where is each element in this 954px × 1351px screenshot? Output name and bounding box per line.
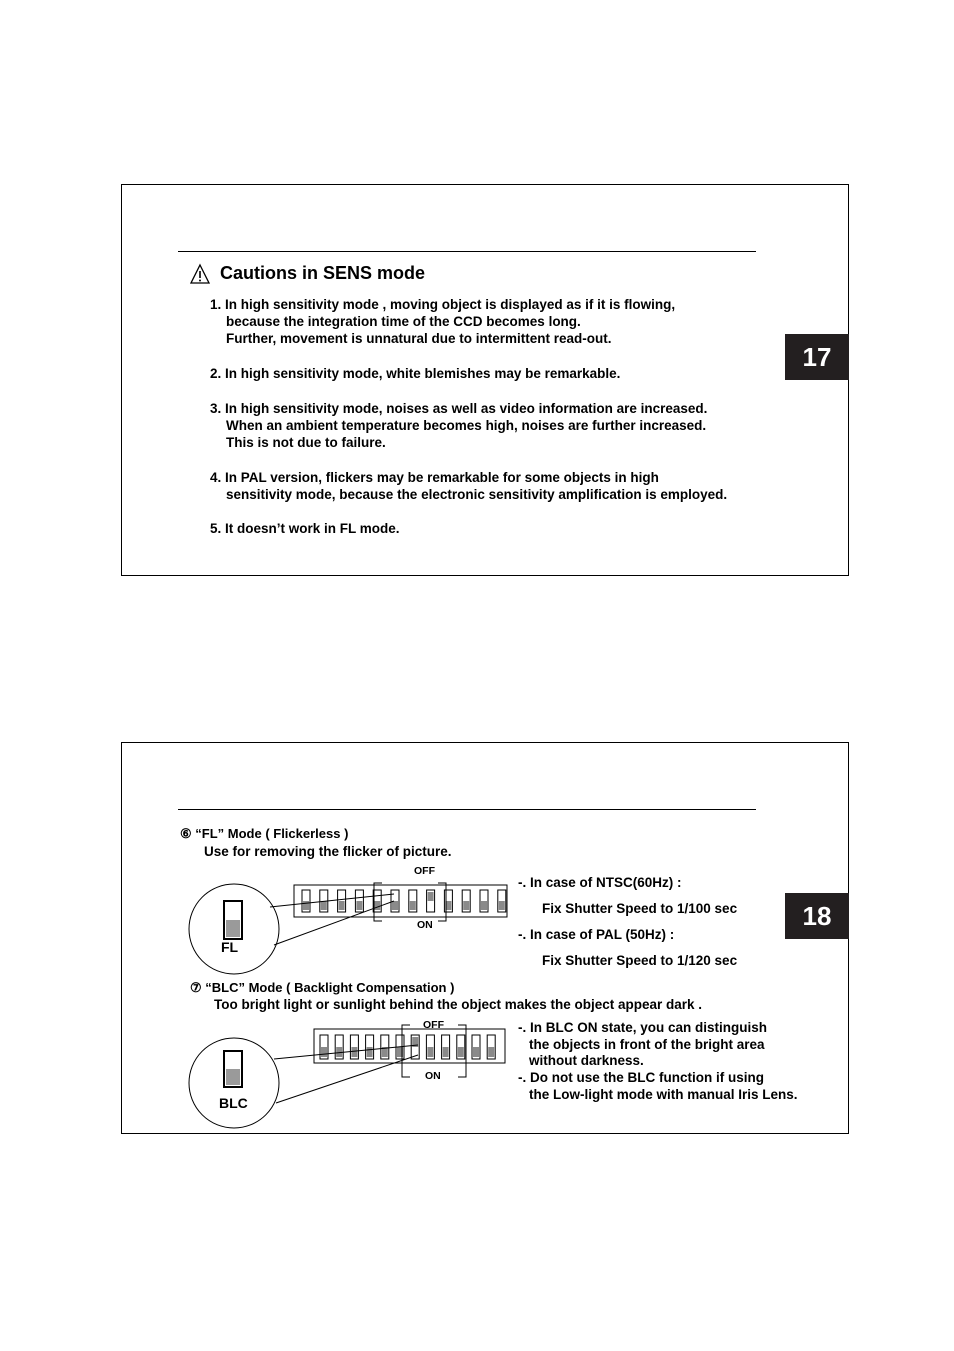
item-line: 2. In high sensitivity mode, white blemishes may be remarkable. — [210, 366, 621, 381]
cautions-heading — [190, 263, 425, 284]
item-line: 4. In PAL version, flickers may be remarkable for some objects in high — [210, 470, 659, 485]
fl-mode-subtitle: Use for removing the flicker of picture. — [204, 844, 452, 859]
fl-mode-title: ⑥ “FL” Mode ( Flickerless ) — [180, 826, 349, 841]
blc-note-1c: without darkness. — [529, 1053, 644, 1068]
dip-switch-knob — [339, 901, 345, 910]
blc-dip-switch-diagram — [182, 1015, 512, 1135]
heading-title: Cautions in SENS mode — [220, 263, 426, 283]
dip-switch-knob — [428, 892, 434, 901]
item-line: 1. In high sensitivity mode , moving object is displayed as if it is flowing, — [210, 297, 676, 312]
blc-note-1b: the objects in front of the bright area — [529, 1037, 765, 1052]
dip-switch-knob — [356, 901, 362, 910]
blc-mode-title: ⑦ “BLC” Mode ( Backlight Compensation ) — [190, 980, 455, 995]
dip-switch-knob — [499, 901, 505, 910]
caution-item-3 — [210, 400, 707, 451]
caution-item-5 — [210, 520, 400, 537]
page-number-17: 17 — [785, 334, 849, 380]
item-line: 3. In high sensitivity mode, noises as well as video information are increased. — [210, 401, 708, 416]
dip-switch-knob — [410, 901, 416, 910]
fl-note-pal-speed: Fix Shutter Speed to 1/120 sec — [542, 953, 738, 968]
fl-note-pal: -. In case of PAL (50Hz) : — [518, 927, 675, 942]
item-line: because the integration time of the CCD becomes long. — [226, 314, 581, 329]
blc-off-label: OFF — [423, 1019, 444, 1031]
header-rule — [178, 251, 756, 252]
page-number-18: 18 — [785, 893, 849, 939]
dip-switch-knob — [351, 1047, 357, 1057]
item-line: Further, movement is unnatural due to intermittent read-out. — [226, 331, 612, 346]
blc-switch-label: BLC — [219, 1095, 248, 1111]
fl-note-ntsc-speed: Fix Shutter Speed to 1/100 sec — [542, 901, 738, 916]
fl-dip-switch-diagram — [182, 861, 512, 981]
dip-switch-knob — [321, 901, 327, 910]
dip-switch-knob — [473, 1047, 479, 1057]
fl-note-ntsc: -. In case of NTSC(60Hz) : — [518, 875, 682, 890]
item-line: This is not due to failure. — [226, 435, 386, 450]
fl-on-label: ON — [417, 919, 433, 931]
caution-item-1 — [210, 296, 675, 347]
dip-switch-knob — [443, 1047, 449, 1057]
fl-switch-label: FL — [221, 939, 239, 955]
dip-switch-knob — [458, 1047, 464, 1057]
blc-note-2b: the Low-light mode with manual Iris Lens. — [529, 1087, 798, 1102]
item-line: sensitivity mode, because the electronic sensitivity amplification is employed. — [226, 487, 728, 502]
dip-switch-knob — [367, 1047, 373, 1057]
dip-switch-knob — [303, 901, 309, 910]
item-line: 5. It doesn’t work in FL mode. — [210, 521, 400, 536]
dip-switch-knob — [374, 901, 380, 910]
slide-18 — [121, 742, 849, 1134]
dip-switch-knob — [392, 901, 398, 910]
dip-switch-knob — [481, 901, 487, 910]
warning-icon — [190, 264, 210, 284]
fl-off-label: OFF — [414, 865, 435, 877]
header-rule — [178, 809, 756, 810]
blc-note-1: -. In BLC ON state, you can distinguish — [518, 1020, 768, 1035]
dip-switch-knob — [321, 1047, 327, 1057]
caution-item-4 — [210, 469, 727, 503]
dip-switch-knob — [427, 1047, 433, 1057]
caution-item-2 — [210, 365, 620, 382]
blc-note-2: -. Do not use the BLC function if using — [518, 1070, 764, 1085]
item-line: When an ambient temperature becomes high, noises are further increased. — [226, 418, 707, 433]
blc-on-label: ON — [425, 1070, 441, 1082]
dip-switch-knob — [488, 1047, 494, 1057]
dip-switch-knob — [463, 901, 469, 910]
slide-17 — [121, 184, 849, 576]
blc-mode-subtitle: Too bright light or sunlight behind the object makes the object appear dark . — [214, 997, 703, 1012]
